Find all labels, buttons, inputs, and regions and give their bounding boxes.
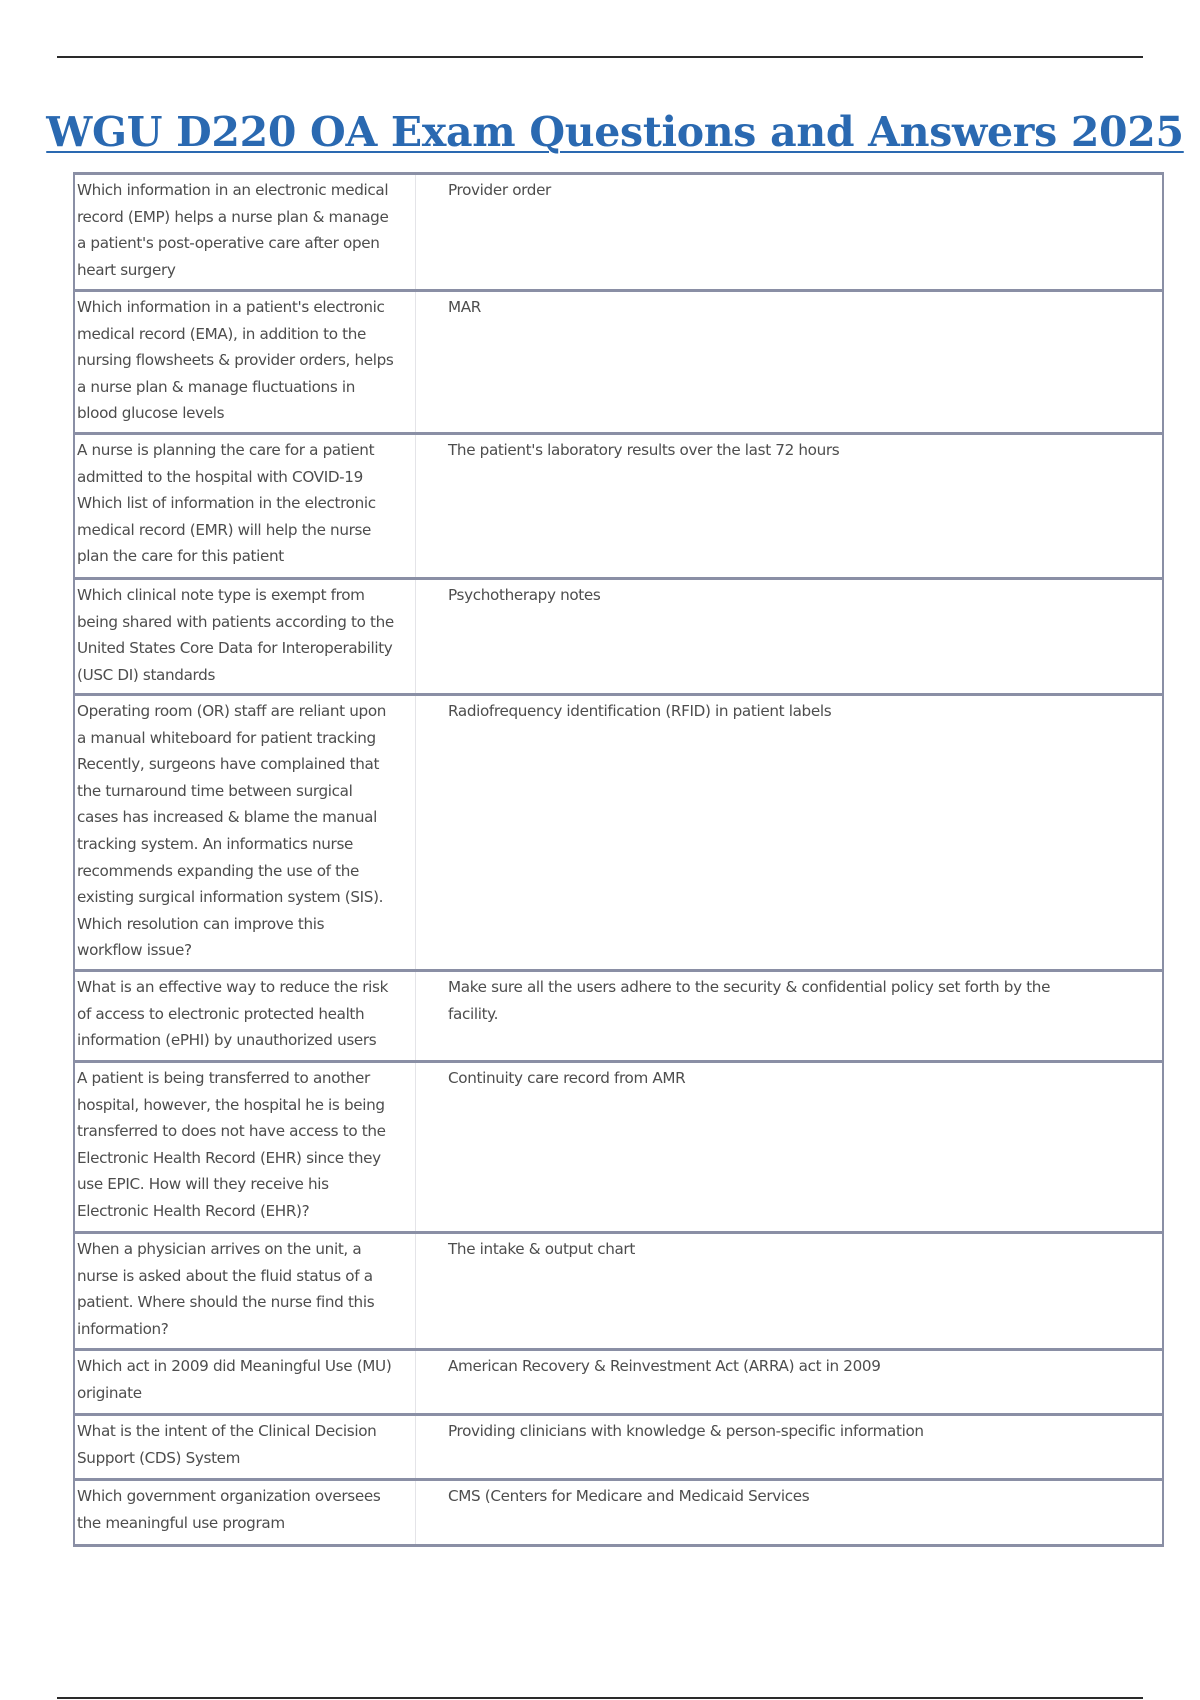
answer-cell: Continuity care record from AMR bbox=[416, 1062, 1164, 1233]
answer-cell: MAR bbox=[416, 291, 1164, 434]
question-cell: Which act in 2009 did Meaningful Use (MU) originate bbox=[74, 1350, 416, 1415]
qa-row bbox=[74, 579, 1163, 695]
question-cell: A patient is being transferred to another hospital, however, the hospital he is being transferred to does not have access to the Electronic Health Record (EHR) since they use EPIC. How will they receive his Electronic Health Record (EHR)? bbox=[74, 1062, 416, 1233]
header-rule bbox=[57, 56, 1143, 58]
qa-row bbox=[74, 434, 1163, 579]
question-cell: What is the intent of the Clinical Decision Support (CDS) System bbox=[74, 1415, 416, 1480]
answer-cell: Psychotherapy notes bbox=[416, 579, 1164, 695]
answer-cell: The intake & output chart bbox=[416, 1233, 1164, 1350]
answer-cell: CMS (Centers for Medicare and Medicaid Services bbox=[416, 1480, 1164, 1546]
qa-row bbox=[74, 291, 1163, 434]
question-cell: A nurse is planning the care for a patient admitted to the hospital with COVID-19 Which list of information in the electronic medical record (EMR) will help the nurse plan the care for this patient bbox=[74, 434, 416, 579]
qa-row bbox=[74, 1480, 1163, 1546]
qa-row bbox=[74, 1062, 1163, 1233]
qa-row bbox=[74, 1233, 1163, 1350]
question-cell: Operating room (OR) staff are reliant upon a manual whiteboard for patient tracking Recently, surgeons have complained that the turnaround time between surgical cases has increased & blame the manual tracking system. An informatics nurse recommends expanding the use of the existing surgical information system (SIS). Which resolution can improve this workflow issue? bbox=[74, 695, 416, 971]
answer-cell: Provider order bbox=[416, 174, 1164, 291]
qa-row bbox=[74, 174, 1163, 291]
answer-cell: The patient's laboratory results over the last 72 hours bbox=[416, 434, 1164, 579]
question-cell: What is an effective way to reduce the risk of access to electronic protected health information (ePHI) by unauthorized users bbox=[74, 971, 416, 1062]
question-cell: Which government organization oversees the meaningful use program bbox=[74, 1480, 416, 1546]
footer-rule bbox=[57, 1697, 1143, 1699]
answer-cell: Providing clinicians with knowledge & person-specific information bbox=[416, 1415, 1164, 1480]
question-cell: Which clinical note type is exempt from being shared with patients according to the United States Core Data for Interoperability (USC DI) standards bbox=[74, 579, 416, 695]
qa-row bbox=[74, 971, 1163, 1062]
document-title: WGU D220 OA Exam Questions and Answers 2025 bbox=[46, 108, 1184, 156]
qa-table bbox=[73, 172, 1164, 1547]
answer-cell: Radiofrequency identification (RFID) in patient labels bbox=[416, 695, 1164, 971]
answer-cell: American Recovery & Reinvestment Act (ARRA) act in 2009 bbox=[416, 1350, 1164, 1415]
qa-row bbox=[74, 695, 1163, 971]
qa-row bbox=[74, 1415, 1163, 1480]
question-cell: Which information in an electronic medical record (EMP) helps a nurse plan & manage a patient's post-operative care after open heart surgery bbox=[74, 174, 416, 291]
question-cell: Which information in a patient's electronic medical record (EMA), in addition to the nursing flowsheets & provider orders, helps a nurse plan & manage fluctuations in blood glucose levels bbox=[74, 291, 416, 434]
qa-row bbox=[74, 1350, 1163, 1415]
answer-cell: Make sure all the users adhere to the security & confidential policy set forth by the facility. bbox=[416, 971, 1164, 1062]
question-cell: When a physician arrives on the unit, a nurse is asked about the fluid status of a patient. Where should the nurse find this information? bbox=[74, 1233, 416, 1350]
